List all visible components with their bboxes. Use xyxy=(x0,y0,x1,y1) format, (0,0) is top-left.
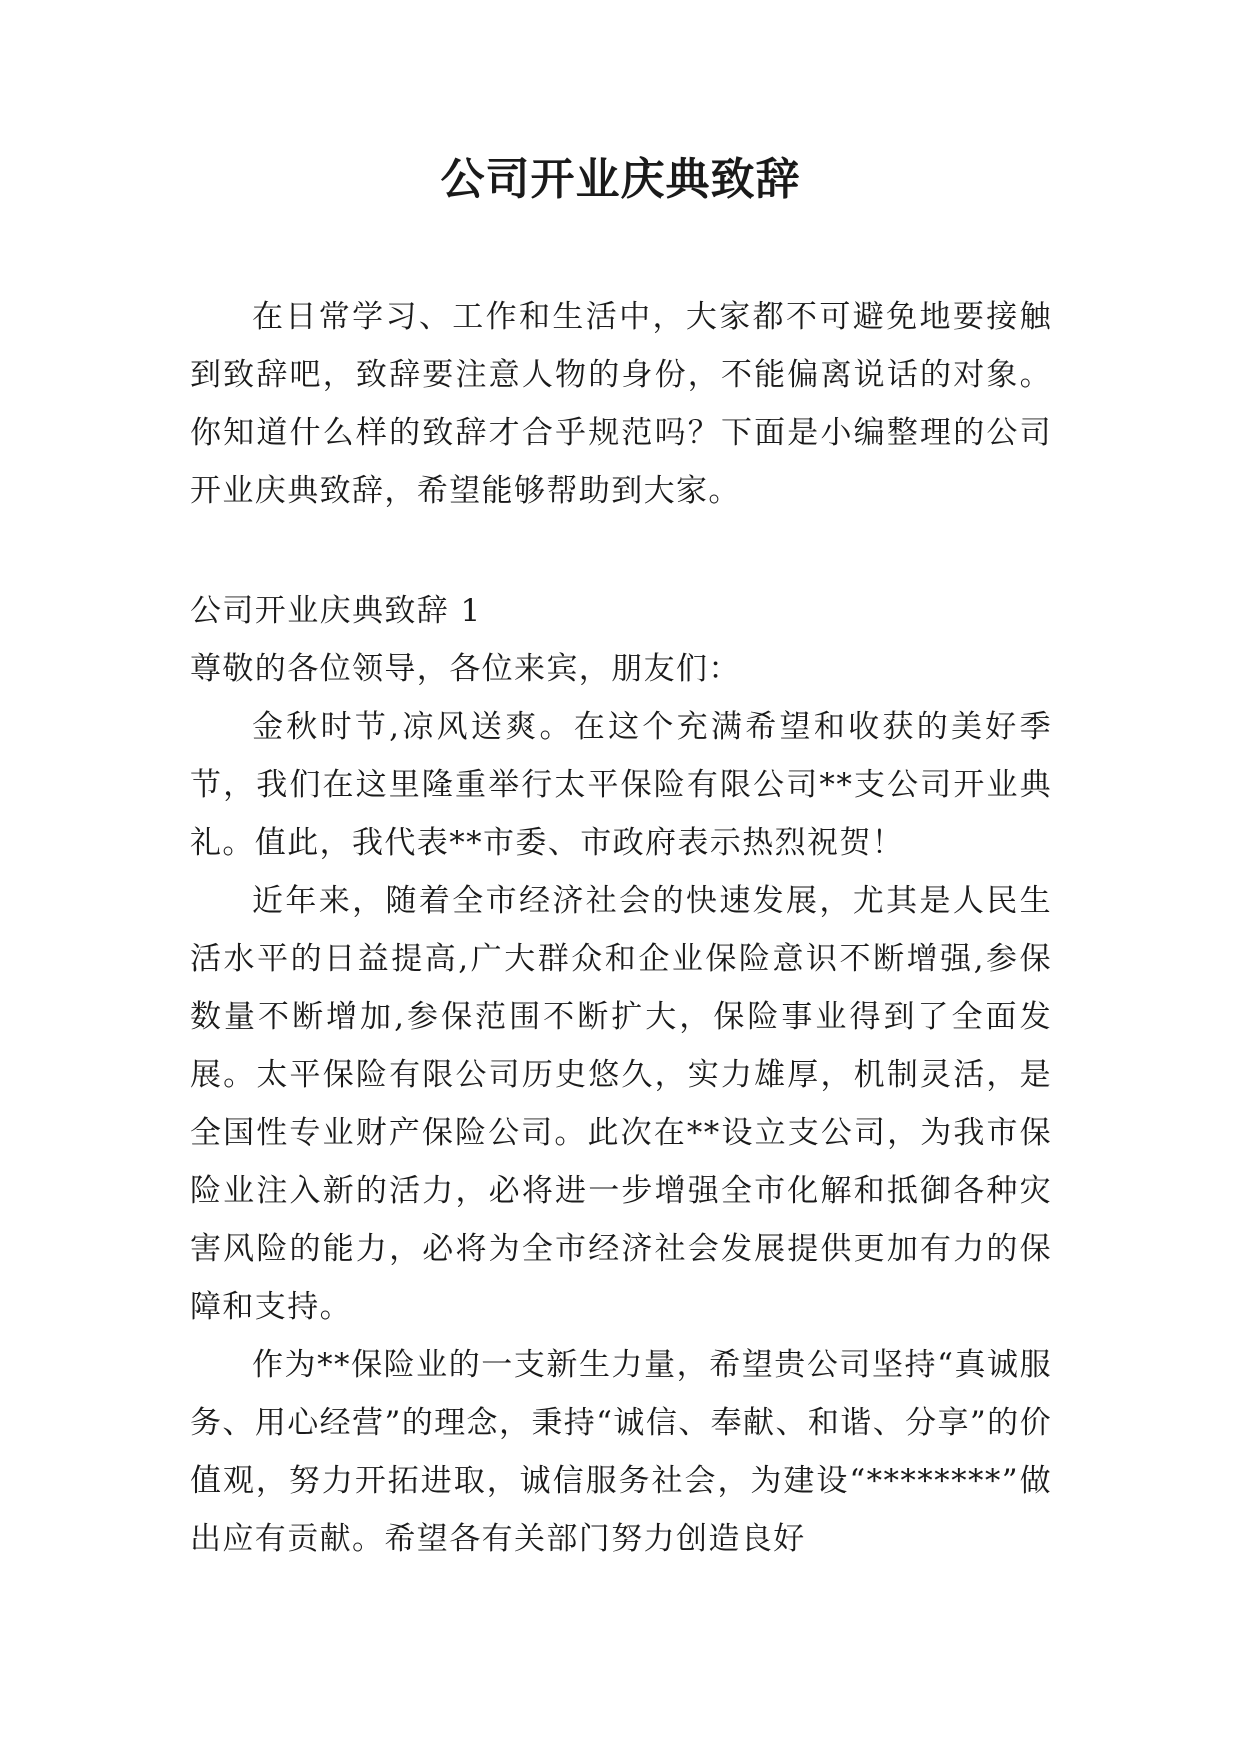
salutation: 尊敬的各位领导，各位来宾，朋友们： xyxy=(190,651,741,687)
intro-paragraph: 在日常学习、工作和生活中，大家都不可避免地要接触到致辞吧，致辞要注意人物的身份，不能偏离说话的对象。你知道什么样的致辞才合乎规范吗？下面是小编整理的公司开业庆典致辞，希望能够帮助到大家。 xyxy=(190,299,1052,509)
intro-block xyxy=(190,288,1052,520)
document-title: 公司开业庆典致辞 xyxy=(440,154,801,205)
speech-body xyxy=(190,582,1052,1568)
speech-paragraph-1: 金秋时节,凉风送爽。在这个充满希望和收获的美好季节，我们在这里隆重举行太平保险有限公司**支公司开业典礼。值此，我代表**市委、市政府表示热烈祝贺！ xyxy=(190,709,1052,861)
speech-paragraph-3: 作为**保险业的一支新生力量，希望贵公司坚持“真诚服务、用心经营”的理念，秉持“诚信、奉献、和谐、分享”的价值观，努力开拓进取，诚信服务社会，为建设“********”做出应有贡献。希望各有关部门努力创造良好 xyxy=(190,1347,1052,1557)
speech-paragraph-2: 近年来，随着全市经济社会的快速发展，尤其是人民生活水平的日益提高,广大群众和企业保险意识不断增强,参保数量不断增加,参保范围不断扩大，保险事业得到了全面发展。太平保险有限公司历史悠久，实力雄厚，机制灵活，是全国性专业财产保险公司。此次在**设立支公司，为我市保险业注入新的活力，必将进一步增强全市化解和抵御各种灾害风险的能力，必将为全市经济社会发展提供更加有力的保障和支持。 xyxy=(190,883,1052,1325)
section-heading: 公司开业庆典致辞 1 xyxy=(190,593,482,629)
